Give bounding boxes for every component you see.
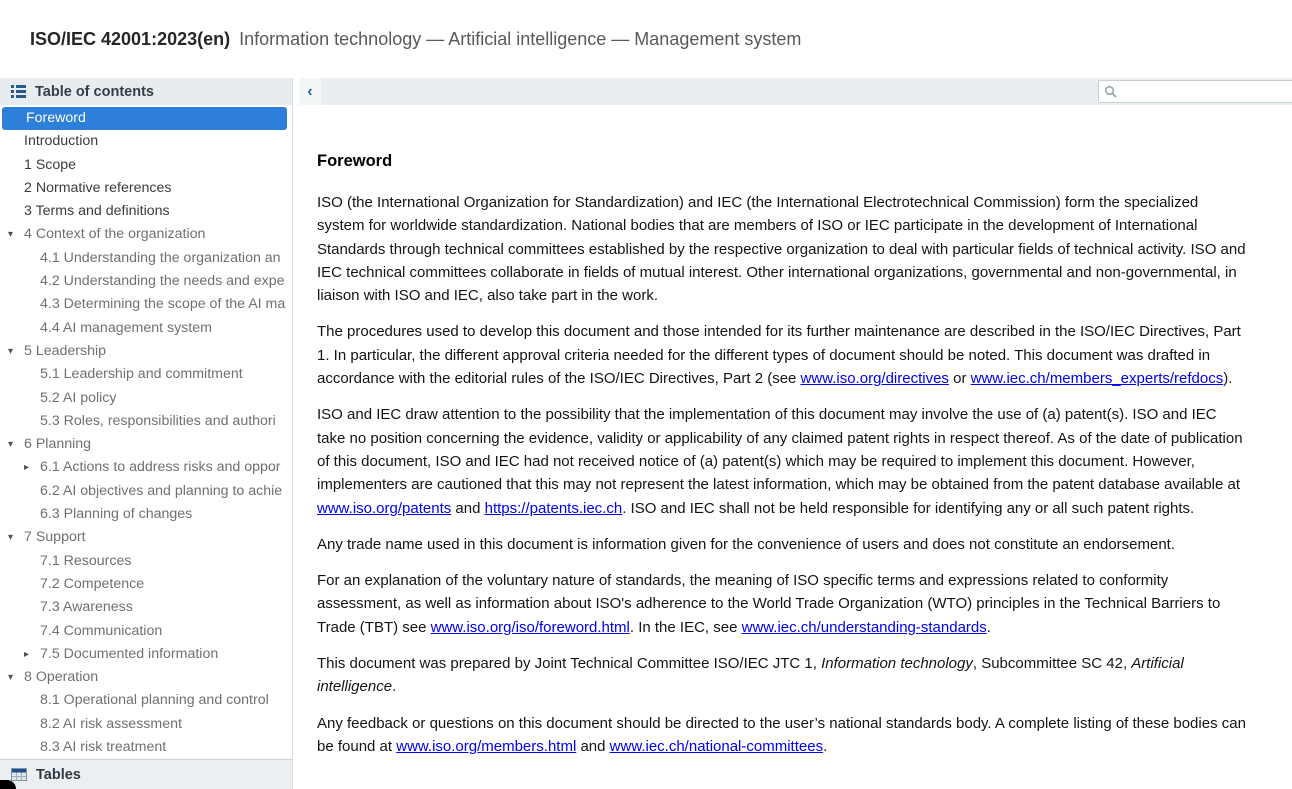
collapse-node-icon[interactable]: ▾ [8,672,14,684]
tables-section-button[interactable] [0,759,292,789]
body-text: or [948,370,971,388]
toc-item-label: 6.2 AI objectives and planning to achie [40,482,283,499]
toc-item[interactable] [0,363,292,386]
collapse-node-icon[interactable]: ▾ [8,439,14,451]
toc-item-label: 5.1 Leadership and commitment [40,366,243,383]
paragraph [317,569,1246,639]
toc-item[interactable] [0,433,292,456]
toc-item[interactable] [0,550,292,573]
italic-text: Artificial intelligence [317,655,1184,696]
content-column [293,78,1292,789]
toc-item[interactable] [0,596,292,619]
toc-item-label: 8.3 AI risk treatment [40,739,167,756]
toc-item[interactable] [0,666,292,689]
toc-sidebar-title: Table of contents [35,83,154,100]
body-text: ISO (the International Organization for Standardization) and IEC (the International Electrotechnical Commission) form the specialized system for worldwide standardization. National bodies that are members of ISO or IEC participate in the development of International Standards through technical committees established by the respective organization to deal with particular fields of technical activity. ISO and IEC technical committees collaborate in fields of mutual interest. Other international organizations, governmental and non-governmental, in liaison with ISO and IEC, also take part in the work. [317,194,1246,305]
inline-link[interactable]: www.iso.org/patents [317,499,452,517]
paragraph [317,403,1246,519]
search-icon [1104,85,1118,99]
body-text: . In the IEC, see [629,618,742,636]
toc-item-label: 7.3 Awareness [40,599,133,616]
toc-item-label: 5 Leadership [24,342,107,359]
body-text: and [576,737,610,755]
toc-item[interactable] [0,340,292,363]
toc-item[interactable] [0,223,292,246]
toc-item-label: 4.4 AI management system [40,319,212,336]
section-heading: Foreword [317,152,393,170]
toc-item-label: 4.1 Understanding the organization an [40,249,281,266]
toc-item[interactable] [0,689,292,712]
toc-item[interactable] [0,620,292,643]
toc-item-label: 8 Operation [24,669,99,686]
body-text: ISO and IEC draw attention to the possibility that the implementation of this document may involve the use of (a) patent(s). ISO and IEC take no position concerning the evidence, validity or applicability of any claimed patent rights in respect thereof. As of the date of publication of this document, ISO and IEC had not received notice of (a) patent(s) which may be required to implement this document. However, implementers are cautioned that this may not represent the latest information, which may be obtained from the patent database available at [317,406,1243,494]
paragraph [317,712,1246,759]
toc-sidebar [0,78,293,789]
inline-link[interactable]: https://patents.iec.ch [484,499,623,517]
paragraph [317,191,1246,307]
search-input[interactable] [1122,82,1292,101]
expand-node-icon[interactable]: ▸ [24,462,30,474]
toc-item-label: 4.2 Understanding the needs and expe [40,273,285,290]
toc-item[interactable] [0,410,292,433]
collapse-sidebar-button[interactable] [299,78,321,105]
toc-tree [0,105,292,759]
document-header [0,0,1292,78]
inline-link[interactable]: www.iso.org/directives [800,370,949,388]
body-text: For an explanation of the voluntary nature of standards, the meaning of ISO specific terms and expressions related to conformity assessment, as well as information about ISO's adherence to the World Trade Organization (WTO) principles in the Technical Barriers to Trade (TBT) see [317,572,1221,636]
collapse-node-icon[interactable]: ▾ [8,229,14,241]
content-toolbar [299,78,1292,105]
inline-link[interactable]: www.iso.org/members.html [396,737,577,755]
paragraph [317,533,1246,556]
toc-item[interactable] [0,643,292,666]
toc-item[interactable] [0,177,292,200]
toc-item-label: Foreword [26,110,86,126]
body-text: and [451,499,485,517]
body-text: . [823,737,828,755]
italic-text: Information technology [821,655,973,673]
toc-item-label: 8.2 AI risk assessment [40,715,182,732]
body-text: The procedures used to develop this document and those intended for its further maintenance are described in the ISO/IEC Directives, Part 1. In particular, the different approval criteria needed for the different types of document should be noted. This document was drafted in accordance with the editorial rules of the ISO/IEC Directives, Part 2 (see [317,323,1241,388]
toc-item[interactable] [0,270,292,293]
app-body [0,78,1292,789]
toc-item-label: 5.3 Roles, responsibilities and authori [40,412,276,429]
body-text: . [986,618,991,636]
body-text: Any feedback or questions on this document should be directed to the user’s national standards body. A complete listing of these bodies can be found at [317,714,1246,755]
toc-item[interactable] [0,317,292,340]
paragraph [317,652,1246,699]
toc-item-label: 2 Normative references [24,179,172,196]
section-body [317,191,1246,758]
toc-item-label: 6 Planning [24,436,92,453]
toc-item-label: 1 Scope [24,156,77,173]
toc-item-label: 6.3 Planning of changes [40,506,193,523]
inline-link[interactable]: www.iso.org/iso/foreword.html [430,618,630,636]
chevron-left-icon: ‹ [307,83,313,100]
toc-item-label: 6.1 Actions to address risks and oppor [40,459,281,476]
toc-item[interactable] [2,107,287,130]
document-id: ISO/IEC 42001:2023(en) [30,28,231,49]
toc-item-label: 7.5 Documented information [40,645,219,662]
toc-item-label: 4 Context of the organization [24,226,206,243]
body-text: ). [1223,370,1233,388]
table-icon [11,768,27,781]
document-view [293,105,1292,789]
toc-item[interactable] [0,200,292,223]
paragraph [317,320,1246,390]
toc-item[interactable] [0,456,292,479]
toc-item-label: 3 Terms and definitions [24,203,170,220]
search-box[interactable] [1098,80,1292,103]
toc-item-label: 7.1 Resources [40,552,132,569]
toc-item[interactable] [0,154,292,177]
toc-item-label: Introduction [24,133,99,150]
toc-item[interactable] [0,526,292,549]
toc-sidebar-header [0,78,292,105]
body-text: , Subcommittee SC 42, [972,655,1132,673]
body-text: . [392,678,397,696]
toc-item[interactable] [0,130,292,153]
toc-item-label: 7.4 Communication [40,622,163,639]
toc-item-label: 7.2 Competence [40,575,145,592]
toc-item-label: 5.2 AI policy [40,389,117,406]
inline-link[interactable]: www.iec.ch/understanding-standards [741,618,987,636]
toc-item[interactable] [0,573,292,596]
toc-item[interactable] [0,387,292,410]
toc-item[interactable] [0,293,292,316]
toc-item[interactable] [0,480,292,503]
tables-label: Tables [36,766,81,783]
toc-item[interactable] [0,503,292,526]
toc-item[interactable] [0,247,292,270]
toc-item[interactable] [0,736,292,759]
collapse-node-icon[interactable]: ▾ [8,532,14,544]
collapse-node-icon[interactable]: ▾ [8,345,14,357]
body-text: Any trade name used in this document is information given for the convenience of users and does not constitute an endorsement. [317,535,1176,553]
inline-link[interactable]: www.iec.ch/members_experts/refdocs [970,370,1224,388]
toc-item-label: 4.3 Determining the scope of the AI ma [40,296,286,313]
document-title: Information technology — Artificial intelligence — Management system [239,28,802,49]
toc-list-icon [11,85,26,98]
inline-link[interactable]: www.iec.ch/national-committees [609,737,824,755]
toc-item-label: 8.1 Operational planning and control [40,692,269,709]
toc-item[interactable] [0,713,292,736]
expand-node-icon[interactable]: ▸ [24,648,30,660]
body-text: . ISO and IEC shall not be held responsible for identifying any or all such patent rights. [622,499,1195,517]
toc-item-label: 7 Support [24,529,86,546]
body-text: This document was prepared by Joint Technical Committee ISO/IEC JTC 1, [317,655,822,673]
